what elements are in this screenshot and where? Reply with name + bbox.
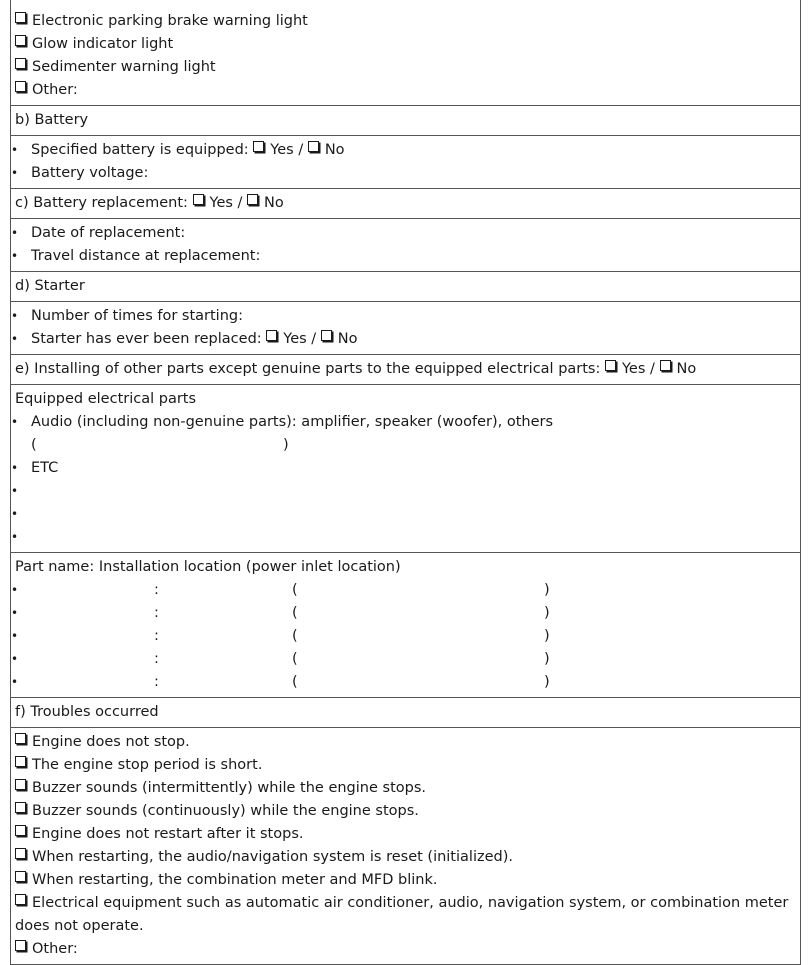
section-header: f) Troubles occurred bbox=[15, 704, 159, 720]
checkbox-item[interactable]: Electrical equipment such as automatic air conditioner, audio, navigation system, or combination meter does not operate. bbox=[15, 895, 789, 934]
blank-list-item[interactable] bbox=[15, 480, 800, 503]
warning-lights-section bbox=[11, 0, 800, 105]
list-item: •Travel distance at replacement: bbox=[15, 245, 800, 268]
checkbox-item[interactable]: Other: bbox=[15, 79, 800, 102]
starter-details-row bbox=[11, 301, 800, 354]
checkbox-icon[interactable] bbox=[15, 802, 26, 813]
replacement-details-row bbox=[11, 218, 800, 271]
subsection-title: Equipped electrical parts bbox=[15, 391, 197, 407]
list-item: •Audio (including non-genuine parts): amplifier, speaker (woofer), others bbox=[15, 411, 800, 434]
subsection-title: Part name: Installation location (power inlet location) bbox=[15, 559, 401, 575]
part-name-row bbox=[11, 552, 800, 697]
list-item: •Starter has ever been replaced: Yes / No bbox=[15, 328, 800, 351]
no-checkbox[interactable] bbox=[247, 194, 258, 205]
checkbox-icon[interactable] bbox=[15, 825, 26, 836]
bullet-icon bbox=[11, 222, 27, 245]
no-checkbox[interactable] bbox=[321, 330, 332, 341]
bullet-icon bbox=[11, 139, 27, 162]
checkbox-item[interactable]: Other: bbox=[15, 938, 800, 961]
bullet-icon bbox=[11, 526, 27, 549]
checkbox-icon[interactable] bbox=[15, 848, 26, 859]
checkbox-item[interactable]: Buzzer sounds (continuously) while the engine stops. bbox=[15, 800, 800, 823]
bullet-icon bbox=[11, 328, 27, 351]
bullet-icon bbox=[11, 648, 27, 671]
bullet-icon bbox=[11, 245, 27, 268]
part-entry-row[interactable]: • : ( ) bbox=[15, 579, 800, 602]
checkbox-icon[interactable] bbox=[15, 940, 26, 951]
no-checkbox[interactable] bbox=[660, 360, 671, 371]
section-header: c) Battery replacement: Yes / No bbox=[15, 195, 284, 211]
checkbox-item[interactable]: Engine does not stop. bbox=[15, 731, 800, 754]
list-item: •Specified battery is equipped: Yes / No bbox=[15, 139, 800, 162]
checkbox-item[interactable]: Glow indicator light bbox=[15, 33, 800, 56]
blank-list-item[interactable] bbox=[15, 526, 800, 549]
part-entry-row[interactable]: • : ( ) bbox=[15, 625, 800, 648]
part-entry-row[interactable]: • : ( ) bbox=[15, 671, 800, 694]
bullet-icon bbox=[11, 503, 27, 526]
no-checkbox[interactable] bbox=[308, 141, 319, 152]
blank-list-item[interactable] bbox=[15, 503, 800, 526]
yes-checkbox[interactable] bbox=[605, 360, 616, 371]
bullet-icon bbox=[11, 579, 27, 602]
checkbox-icon[interactable] bbox=[15, 81, 26, 92]
bullet-icon bbox=[11, 162, 27, 185]
yes-checkbox[interactable] bbox=[193, 194, 204, 205]
other-parts-header-row bbox=[11, 354, 800, 384]
checkbox-icon[interactable] bbox=[15, 756, 26, 767]
list-item: •Date of replacement: bbox=[15, 222, 800, 245]
checkbox-icon[interactable] bbox=[15, 58, 26, 69]
list-item: •ETC bbox=[15, 457, 800, 480]
yes-checkbox[interactable] bbox=[253, 141, 264, 152]
yes-checkbox[interactable] bbox=[266, 330, 277, 341]
inspection-form bbox=[10, 0, 801, 965]
section-header: e) Installing of other parts except genuine parts to the equipped electrical parts: Yes / No bbox=[15, 361, 697, 377]
checkbox-icon[interactable] bbox=[15, 871, 26, 882]
list-item: •Battery voltage: bbox=[15, 162, 800, 185]
bullet-icon bbox=[11, 671, 27, 694]
troubles-header-row bbox=[11, 697, 800, 727]
checkbox-icon[interactable] bbox=[15, 35, 26, 46]
bullet-icon bbox=[11, 625, 27, 648]
bullet-icon bbox=[11, 480, 27, 503]
checkbox-item[interactable]: When restarting, the audio/navigation system is reset (initialized). bbox=[15, 846, 800, 869]
part-entry-row[interactable]: • : ( ) bbox=[15, 648, 800, 671]
bullet-icon bbox=[11, 305, 27, 328]
checkbox-item[interactable]: Engine does not restart after it stops. bbox=[15, 823, 800, 846]
list-item: •Number of times for starting: bbox=[15, 305, 800, 328]
checkbox-icon[interactable] bbox=[15, 894, 26, 905]
part-entry-row[interactable]: • : ( ) bbox=[15, 602, 800, 625]
checkbox-item[interactable]: Sedimenter warning light bbox=[15, 56, 800, 79]
troubles-list-row bbox=[11, 727, 800, 964]
checkbox-item[interactable]: Electronic parking brake warning light bbox=[15, 10, 800, 33]
checkbox-icon[interactable] bbox=[15, 733, 26, 744]
bullet-icon bbox=[11, 602, 27, 625]
battery-header-row bbox=[11, 105, 800, 135]
battery-details-row bbox=[11, 135, 800, 188]
checkbox-item[interactable]: The engine stop period is short. bbox=[15, 754, 800, 777]
bullet-icon bbox=[11, 457, 27, 480]
checkbox-item[interactable]: Buzzer sounds (intermittently) while the engine stops. bbox=[15, 777, 800, 800]
replacement-header-row bbox=[11, 188, 800, 218]
bullet-icon bbox=[11, 411, 27, 434]
checkbox-icon[interactable] bbox=[15, 779, 26, 790]
audio-entry-blank[interactable]: ( ) bbox=[31, 437, 289, 453]
section-header: d) Starter bbox=[15, 278, 85, 294]
section-header: b) Battery bbox=[15, 112, 89, 128]
starter-header-row bbox=[11, 271, 800, 301]
checkbox-icon[interactable] bbox=[15, 12, 26, 23]
checkbox-item[interactable]: When restarting, the combination meter and MFD blink. bbox=[15, 869, 800, 892]
equipped-parts-row bbox=[11, 384, 800, 552]
